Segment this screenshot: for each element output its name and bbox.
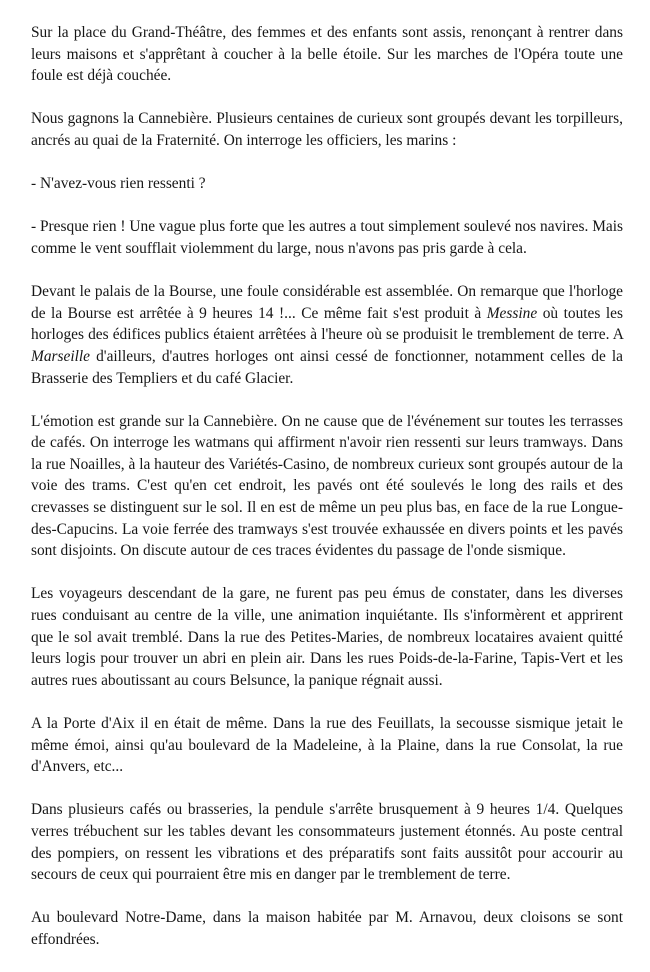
paragraph-bourse bbox=[31, 281, 623, 389]
paragraph-cannebiere-torpilleurs: Nous gagnons la Cannebière. Plusieurs centaines de curieux sont groupés devant les torpilleurs, ancrés au quai de la Fraternité. On interroge les officiers, les marins : bbox=[31, 110, 623, 149]
paragraph-boulevard-notre-dame: Au boulevard Notre-Dame, dans la maison habitée par M. Arnavou, deux cloisons se sont effondrées. bbox=[31, 909, 623, 948]
paragraph-cafes-brasseries: Dans plusieurs cafés ou brasseries, la pendule s'arrête brusquement à 9 heures 1/4. Quelques verres trébuchent sur les tables devant les consommateurs justement étonnés. Au poste central des pompiers, on ressent les vibrations et des préparatifs sont faits aussitôt pour accourir au secours de ceux qui pourraient être mis en danger par le tremblement de terre. bbox=[31, 801, 623, 884]
paragraph-porte-aix: A la Porte d'Aix il en était de même. Dans la rue des Feuillats, la secousse sismique jetait le même émoi, ainsi qu'au boulevard de la Madeleine, à la Plaine, dans la rue Consolat, la rue d'Anvers, etc... bbox=[31, 715, 623, 776]
paragraph-bourse-text-3: d'ailleurs, d'autres horloges ont ainsi cessé de fonctionner, notamment celles de la Brasserie des Templiers et du café Glacier. bbox=[31, 347, 623, 387]
paragraph-answer: - Presque rien ! Une vague plus forte que les autres a tout simplement soulevé nos navires. Mais comme le vent soufflait violemment du large, nous n'avons pas pris garde à cela. bbox=[31, 218, 623, 257]
place-name-marseille: Marseille bbox=[31, 347, 90, 365]
paragraph-question: - N'avez-vous rien ressenti ? bbox=[31, 175, 206, 193]
paragraph-voyageurs-gare: Les voyageurs descendant de la gare, ne furent pas peu émus de constater, dans les diverses rues conduisant au centre de la ville, une animation inquiétante. Ils s'informèrent et apprirent que le sol avait tremblé. Dans la rue des Petites-Maries, de nombreux locataires avaient quitté leurs logis pour trouver un abri en plein air. Dans les rues Poids-de-la-Farine, Tapis-Vert et les autres rues aboutissant au cours Belsunce, la panique régnait aussi. bbox=[31, 585, 623, 689]
paragraph-bourse-text-1: Devant le palais de la Bourse, une foule considérable est assemblée. On remarque que l'horloge de la Bourse est arrêtée à 9 heures 14 !... Ce même fait s'est produit à bbox=[31, 283, 623, 322]
document-page bbox=[31, 22, 623, 972]
paragraph-emotion-cannebiere: L'émotion est grande sur la Cannebière. On ne cause que de l'événement sur toutes les terrasses de cafés. On interroge les watmans qui affirment n'avoir rien ressenti sur leurs tramways. Dans la rue Noailles, à la hauteur des Variétés-Casino, de nombreux curieux sont groupés autour de la voie des trams. C'est qu'en cet endroit, les pavés ont été soulevés le long des rails et des crevasses se distinguent sur le sol. Il en est de même un peu plus bas, en face de la rue Longue-des-Capucins. La voie ferrée des tramways s'est trouvée exhaussée en divers points et les pavés sont disjoints. On discute autour de ces traces évidentes du passage de l'onde sismique. bbox=[31, 412, 623, 560]
paragraph-bourse-text-2: où toutes les horloges des édifices publics étaient arrêtées à l'heure où se produisit le tremblement de terre. A bbox=[31, 304, 624, 344]
place-name-messine: Messine bbox=[486, 304, 538, 322]
paragraph-grand-theatre: Sur la place du Grand-Théâtre, des femmes et des enfants sont assis, renonçant à rentrer dans leurs maisons et s'apprêtant à coucher à la belle étoile. Sur les marches de l'Opéra toute une foule est déjà couchée. bbox=[31, 24, 623, 85]
